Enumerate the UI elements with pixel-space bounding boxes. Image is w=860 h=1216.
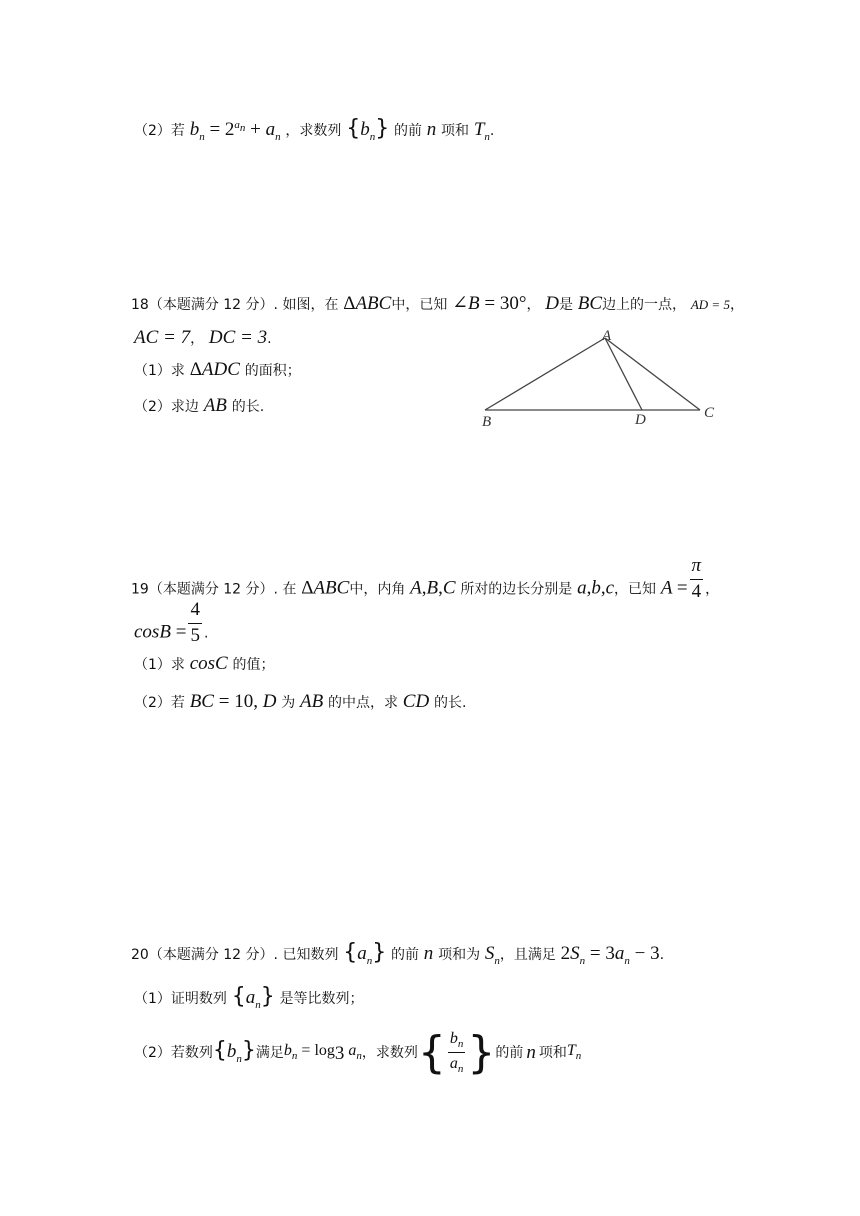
q19-stem: 19（本题满分 12 分）. 在 ΔABC中，内角 A,B,C 所对的边长分别是 a,b,c，已知 A = $\frac{\pi}{4}$ ， <box>131 555 720 602</box>
label-c: C <box>704 405 715 421</box>
segment-ad <box>605 338 642 410</box>
fraction-bn-over-an: $\frac{b_n}{a_n}$ <box>449 1030 464 1076</box>
side-ba <box>485 338 605 410</box>
q18-part1: （1）求 ΔADC 的面积； <box>134 359 301 380</box>
label-d: D <box>635 412 646 428</box>
formula-sn-relation: $2S_n = 3a_n - 3$ <box>560 943 660 967</box>
triangle-figure <box>470 326 730 436</box>
side-ac <box>605 338 700 410</box>
label-a: A <box>602 328 612 344</box>
q18-part2: （2）求边 AB 的长. <box>134 395 265 416</box>
q18-given: AC = 7， DC = 3. <box>134 327 272 348</box>
q19-part2: （2）若 BC = 10, D 为 AB 的中点，求 CD 的长. <box>134 691 467 712</box>
q19-cosb: cosB = $\frac{4}{5}$ . <box>134 599 209 646</box>
q18-stem: 18（本题满分 12 分）. 如图，在 ΔABC中，已知 ∠B = 30°， D是 BC边上的一点， AD = 5， <box>131 293 744 314</box>
fraction-pi-over-4: $\frac{\pi}{4}$ <box>691 555 702 602</box>
q20-part1: （1）证明数列 $\{a_n\}$ 是等比数列； <box>134 984 364 1011</box>
q20-stem: 20（本题满分 12 分）. 已知数列 $\{a_n\}$ 的前 n 项和为 $S_n$，且满足 $2S_n = 3a_n - 3$. <box>131 940 665 967</box>
fraction-4-over-5: $\frac{4}{5}$ <box>190 599 200 646</box>
formula-bn-def: $b_n = 2^{a_n} + a_n$ <box>189 118 281 143</box>
q17-part2: （2）若 $b_n = 2^{a_n} + a_n$ ，求数列 $\{b_n\}$ 的前 n 项和 $T_n$. <box>134 116 495 143</box>
q20-part2: （2）若数列 $\{b_n\}$ 满足 $b_n = \log_3 a_n$ ，求数列 { $\frac{b_n}{a_n}$ } 的前 n 项和 $T_n$ <box>134 1026 582 1078</box>
set-bn: $\{b_n\}$ <box>346 116 390 143</box>
label-b: B <box>482 414 492 430</box>
q19-part1: （1）求 cosC 的值； <box>134 653 275 674</box>
